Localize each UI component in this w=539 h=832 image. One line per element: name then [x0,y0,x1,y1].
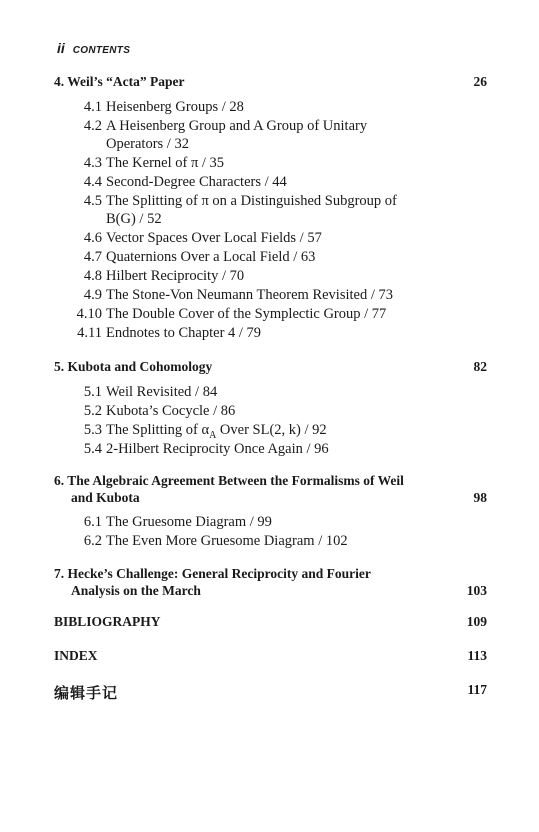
chapter-page: 103 [466,583,487,598]
section-number: 6.1 [83,514,102,530]
section-number: 4.1 [83,99,102,115]
section-number: 5.4 [83,441,102,457]
section-number: 4.11 [77,325,102,341]
section-text: Quaternions Over a Local Field / 63 [106,249,316,265]
section-text: A Heisenberg Group and A Group of Unitary [106,118,368,134]
section-number: 4.9 [83,287,102,303]
chapter-title: 4. Weil’s “Acta” Paper [54,74,185,89]
section-text: The Splitting of π on a Distinguished Subgroup of [106,193,397,209]
running-head [57,40,130,58]
section-number: 5.3 [83,422,102,438]
back-matter-page: 113 [467,648,487,663]
chapter-6-heading [54,472,487,506]
section-text: Second-Degree Characters / 44 [106,174,287,190]
section-text: Kubota’s Cocycle / 86 [106,403,236,419]
section-number: 4.5 [83,193,102,209]
section-number: 4.8 [83,268,102,284]
section-text: Heisenberg Groups / 28 [106,99,244,115]
section-text-end: Over SL(2, k) / 92 [216,422,327,438]
chapter-4-heading [54,73,487,90]
section-subscript: A [209,429,217,441]
running-title: CONTENTS [72,45,131,56]
back-matter-label: 编辑手记 [54,684,119,702]
section-text: Weil Revisited / 84 [106,384,218,400]
page-number: ii [57,40,65,56]
section-number: 6.2 [83,533,102,549]
section-number: 4.4 [83,174,102,190]
back-matter-label: BIBLIOGRAPHY [54,614,161,629]
back-matter-editor-notes [54,682,487,703]
back-matter-bibliography [54,614,487,630]
section-text: Endnotes to Chapter 4 / 79 [106,325,262,341]
section-text: The Double Cover of the Symplectic Group / 77 [106,306,387,322]
section-number: 4.6 [83,230,102,246]
chapter-title: 7. Hecke’s Challenge: General Reciprocity and Fourier [54,566,371,581]
section-number: 4.2 [83,118,102,134]
chapter-page: 98 [473,490,487,505]
section-number: 4.3 [83,155,102,171]
chapter-title-continued: and Kubota [71,490,140,505]
chapter-page: 26 [473,74,487,89]
section-text: Vector Spaces Over Local Fields / 57 [106,230,322,246]
section-number: 4.7 [83,249,102,265]
back-matter-label: INDEX [54,648,98,663]
chapter-page: 82 [473,359,487,374]
section-text: The Stone-Von Neumann Theorem Revisited / 73 [106,287,393,303]
section-text: The Kernel of π / 35 [106,155,225,171]
section-number: 5.2 [83,403,102,419]
section-text-continued: B(G) / 52 [106,211,162,227]
back-matter-index [54,648,487,664]
section-text: The Gruesome Diagram / 99 [106,514,272,530]
back-matter-page: 109 [466,614,487,629]
chapter-title-continued: Analysis on the March [71,583,201,598]
section-text-continued: Operators / 32 [106,136,189,152]
chapter-title: 6. The Algebraic Agreement Between the Formalisms of Weil [54,473,404,488]
section-number: 4.10 [76,306,102,322]
section-number: 5.1 [83,384,102,400]
chapter-title: 5. Kubota and Cohomology [54,359,213,374]
section-text: Hilbert Reciprocity / 70 [106,268,245,284]
section-text-start: The Splitting of α [106,422,210,438]
section-text: 2-Hilbert Reciprocity Once Again / 96 [106,441,329,457]
back-matter-page: 117 [467,682,487,697]
chapter-5-heading [54,358,487,375]
section-text: The Even More Gruesome Diagram / 102 [106,533,348,549]
chapter-7-heading [54,565,487,599]
